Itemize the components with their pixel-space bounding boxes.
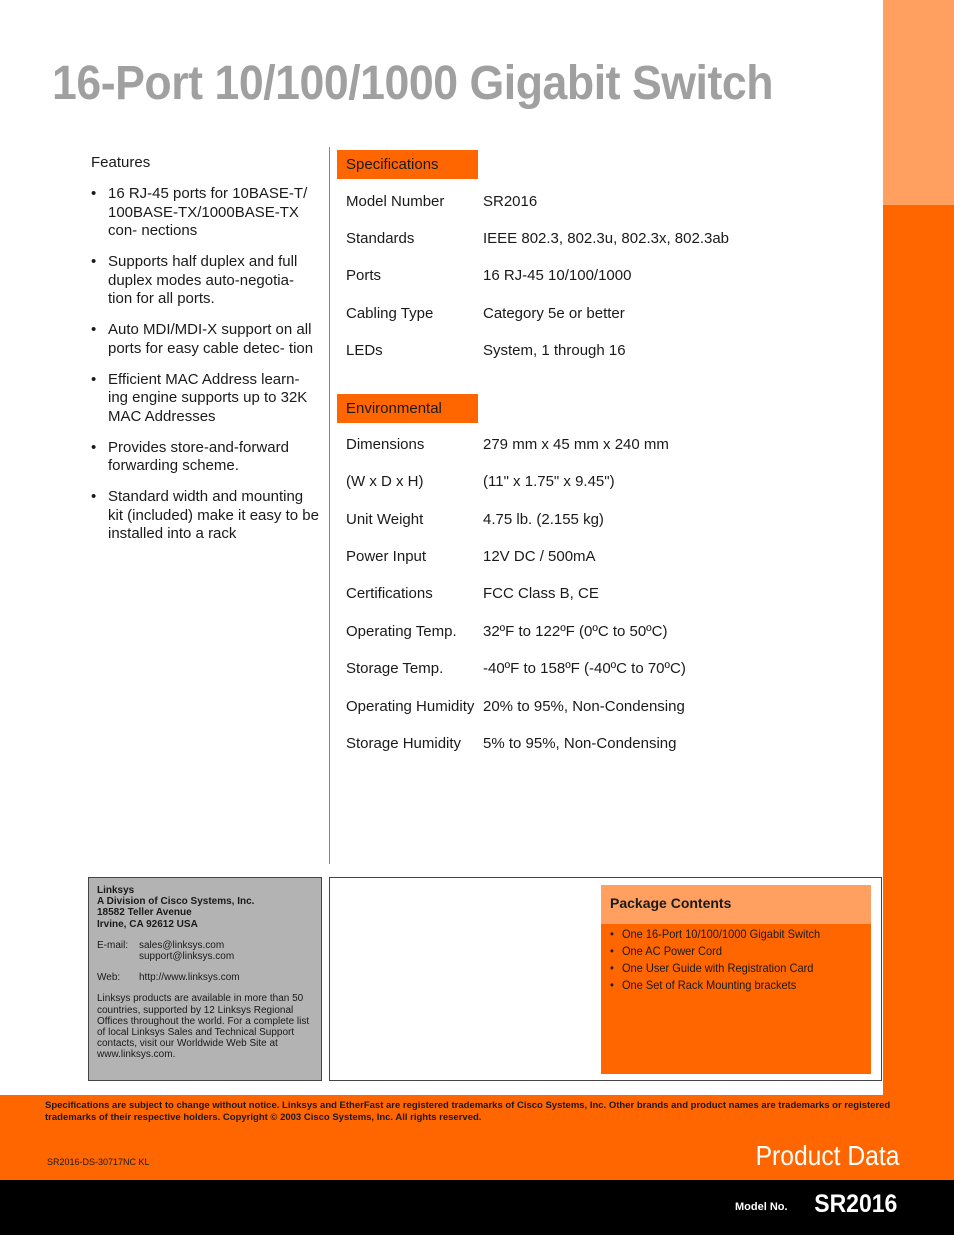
- side-accent-light: [883, 0, 954, 205]
- package-item: • One User Guide with Registration Card: [610, 961, 814, 975]
- environmental-heading: Environmental: [337, 394, 478, 423]
- spacer: [97, 983, 313, 993]
- feature-item: • Standard width and mounting kit (included) make it easy to be installed into a rack: [91, 488, 319, 542]
- email-label: E-mail:: [97, 939, 129, 951]
- env-label: Power Input: [346, 548, 427, 565]
- company-division: A Division of Cisco Systems, Inc.: [97, 896, 255, 908]
- legal-notice: Specifications are subject to change without notice. Linksys and EtherFast are registered trademarks of Cisco Systems, Inc. Other brands and product names are trademarks or registered trademarks of their respective holders. Copyright © 2003 Cisco Systems, Inc. All rights reserved.: [45, 1100, 891, 1123]
- bullet-icon: •: [91, 321, 97, 338]
- web-label: Web:: [97, 972, 121, 984]
- env-label: Operating Humidity: [346, 698, 475, 715]
- env-value: 12V DC / 500mA: [483, 548, 596, 565]
- features-section: [91, 154, 319, 556]
- spacer: [97, 930, 313, 940]
- model-bar: [0, 1180, 954, 1235]
- env-label: Operating Temp.: [346, 623, 457, 640]
- feature-item: • Efficient MAC Address learn- ing engine supports up to 32K MAC Addresses: [91, 370, 308, 425]
- spec-value: SR2016: [483, 193, 538, 210]
- features-list: [91, 185, 319, 544]
- spec-value: IEEE 802.3, 802.3u, 802.3x, 802.3ab: [483, 230, 730, 247]
- model-number-label: Model No.: [735, 1201, 788, 1213]
- env-value: (11" x 1.75" x 9.45"): [483, 473, 615, 490]
- bullet-icon: •: [91, 438, 97, 456]
- spec-label: LEDs: [346, 342, 383, 359]
- env-value: 5% to 95%, Non-Condensing: [483, 735, 677, 752]
- features-heading: Features: [91, 154, 151, 171]
- env-value: 20% to 95%, Non-Condensing: [483, 698, 685, 715]
- package-item: • One AC Power Cord: [610, 944, 722, 958]
- address-box: [88, 877, 322, 1081]
- spec-value: 16 RJ-45 10/100/1000: [483, 267, 632, 284]
- env-label: Dimensions: [346, 436, 425, 453]
- env-value: 4.75 lb. (2.155 kg): [483, 511, 604, 528]
- bullet-icon: •: [91, 185, 97, 202]
- bullet-icon: •: [610, 944, 614, 958]
- spec-label: Standards: [346, 230, 415, 247]
- env-label: Unit Weight: [346, 511, 424, 528]
- feature-item: • Auto MDI/MDI-X support on all ports for easy cable detec- tion: [91, 321, 314, 357]
- model-number-value: SR2016: [813, 1190, 897, 1218]
- availability-note: Linksys products are available in more than 50 countries, supported by 12 Linksys Regional Offices throughout the world. For a complete list of local Linksys Sales and Technical Support contacts, visit our Worldwide Web Site at www.linksys.com.: [97, 993, 310, 1061]
- page-title: 16-Port 10/100/1000 Gigabit Switch: [52, 57, 774, 110]
- env-value: -40ºF to 158ºF (-40ºC to 70ºC): [483, 660, 686, 677]
- package-item: • One 16-Port 10/100/1000 Gigabit Switch: [610, 927, 821, 941]
- env-label: Storage Temp.: [346, 660, 444, 677]
- bullet-icon: •: [610, 927, 614, 941]
- env-label: (W x D x H): [346, 473, 424, 490]
- spec-value: Category 5e or better: [483, 305, 625, 322]
- email-link-sales[interactable]: sales@linksys.com: [139, 939, 225, 951]
- package-list: [610, 926, 871, 994]
- package-heading: Package Contents: [601, 885, 871, 924]
- spec-label: Ports: [346, 267, 382, 284]
- feature-item: • Provides store-and-forward forwarding scheme.: [91, 438, 289, 474]
- spacer: [97, 962, 313, 972]
- company-name: Linksys: [97, 885, 135, 896]
- bullet-icon: •: [91, 253, 97, 270]
- product-data-label: Product Data: [755, 1140, 899, 1171]
- web-link[interactable]: http://www.linksys.com: [139, 972, 240, 984]
- email-link-support[interactable]: support@linksys.com: [139, 951, 235, 963]
- column-divider: [329, 147, 330, 864]
- env-value: 279 mm x 45 mm x 240 mm: [483, 436, 669, 453]
- package-item: • One Set of Rack Mounting brackets: [610, 978, 797, 992]
- bullet-icon: •: [91, 488, 97, 505]
- street-address: 18582 Teller Avenue: [97, 907, 192, 919]
- env-label: Certifications: [346, 585, 433, 602]
- env-label: Storage Humidity: [346, 735, 462, 752]
- spec-label: Cabling Type: [346, 305, 434, 322]
- spec-value: System, 1 through 16: [483, 342, 626, 359]
- specifications-heading: Specifications: [337, 150, 478, 179]
- side-accent-dark: [883, 205, 954, 1095]
- env-value: FCC Class B, CE: [483, 585, 599, 602]
- bullet-icon: •: [91, 370, 97, 388]
- package-contents: [601, 924, 871, 1074]
- bullet-icon: •: [610, 978, 614, 992]
- env-value: 32ºF to 122ºF (0ºC to 50ºC): [483, 623, 668, 640]
- document-number: SR2016-DS-30717NC KL: [47, 1157, 150, 1167]
- bullet-icon: •: [610, 961, 614, 975]
- web-row: [97, 972, 313, 983]
- feature-item: • 16 RJ-45 ports for 10BASE-T/ 100BASE-TX/1000BASE-TX con- nections: [91, 185, 308, 239]
- feature-item: • Supports half duplex and full duplex modes auto-negotia- tion for all ports.: [91, 253, 298, 307]
- email-row: [97, 940, 313, 962]
- spec-label: Model Number: [346, 193, 445, 210]
- city-address: Irvine, CA 92612 USA: [97, 918, 198, 930]
